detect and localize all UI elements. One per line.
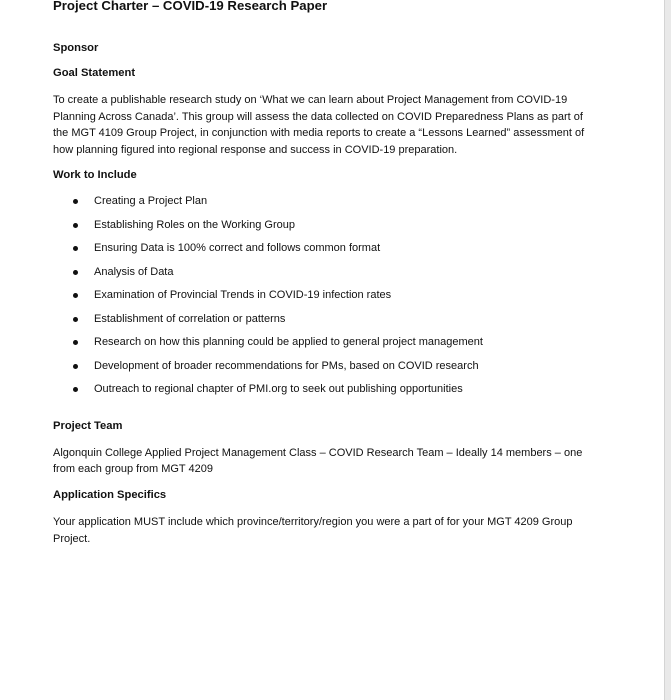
bullet-icon (73, 317, 78, 322)
list-item (53, 382, 613, 406)
goal-statement-text: To create a publishable research study on ‘What we can learn about Project Management from COVID-19 Planning Across Canada’. This group will assess the data collected on COVID Preparedness Plans as part of the MGT 4109 Group Project, in conjunction with media reports to create a “Lessons Learned” assessment of how planning figured into regional response and success in COVID-19 preparation. (53, 94, 585, 156)
work-list (53, 194, 613, 406)
list-item (53, 265, 613, 289)
bullet-icon (73, 246, 78, 251)
list-item (53, 194, 613, 218)
bullet-icon (73, 223, 78, 228)
goal-statement-heading: Goal Statement (53, 67, 136, 79)
list-item-text: Examination of Provincial Trends in COVID-19 infection rates (94, 289, 392, 302)
bullet-icon (73, 340, 78, 345)
bullet-icon (73, 199, 78, 204)
list-item-text: Creating a Project Plan (94, 195, 208, 208)
list-item-text: Outreach to regional chapter of PMI.org to seek out publishing opportunities (94, 383, 463, 396)
list-item-text: Ensuring Data is 100% correct and follows common format (94, 242, 381, 255)
bullet-icon (73, 293, 78, 298)
list-item (53, 312, 613, 336)
list-item (53, 359, 613, 383)
application-specifics-text: Your application MUST include which province/territory/region you were a part of for your MGT 4209 Group Project. (53, 516, 573, 545)
list-item (53, 218, 613, 242)
list-item-text: Research on how this planning could be applied to general project management (94, 336, 483, 349)
document-page (53, 0, 613, 547)
bullet-icon (73, 270, 78, 275)
list-item (53, 241, 613, 265)
project-team-text: Algonquin College Applied Project Management Class – COVID Research Team – Ideally 14 members – one from each group from MGT 4209 (53, 446, 583, 476)
bullet-icon (73, 364, 78, 369)
list-item-text: Establishment of correlation or patterns (94, 312, 286, 325)
page-edge (664, 0, 671, 700)
list-item-text: Establishing Roles on the Working Group (94, 218, 295, 231)
project-team-heading: Project Team (53, 419, 123, 432)
page-title: Project Charter – COVID-19 Research Paper (53, 0, 328, 13)
list-item-text: Development of broader recommendations for PMs, based on COVID research (94, 359, 479, 372)
sponsor-heading: Sponsor (53, 42, 99, 54)
bullet-icon (73, 387, 78, 392)
list-item (53, 335, 613, 359)
work-to-include-heading: Work to Include (53, 169, 137, 182)
list-item-text: Analysis of Data (94, 265, 174, 278)
list-item (53, 288, 613, 312)
application-specifics-heading: Application Specifics (53, 489, 167, 502)
